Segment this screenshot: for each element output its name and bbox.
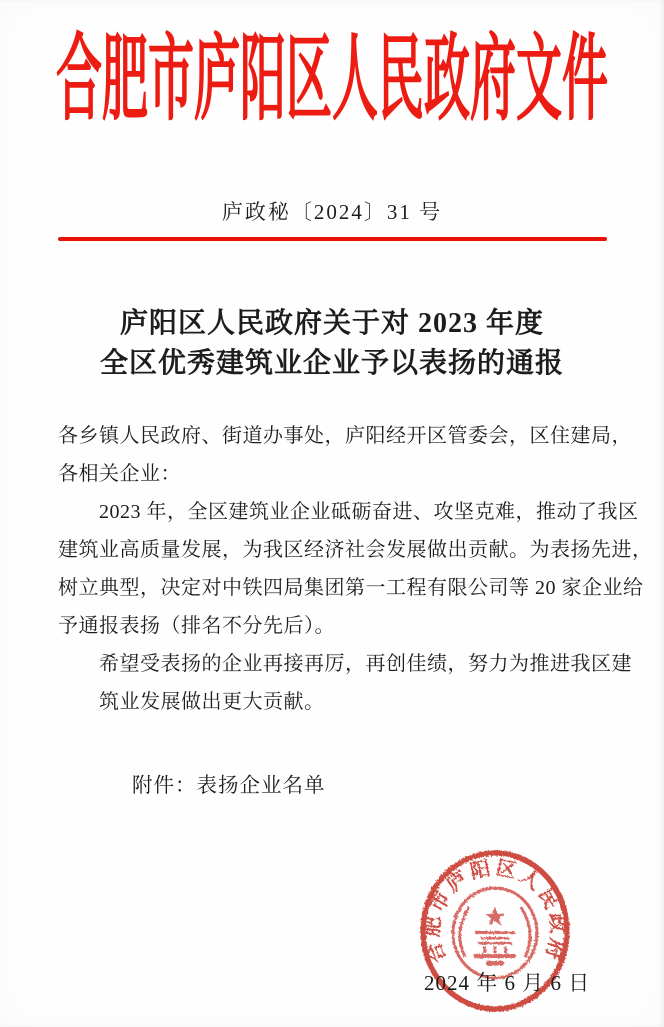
doc-number: 庐政秘〔2024〕31 号 [221,200,443,224]
body-line: 树立典型，决定对中铁四局集团第一工程有限公司等 20 家企业给 [58,577,644,599]
emblem-wreath-left [460,907,469,957]
emblem-gate-icon [474,931,516,966]
body-line: 2023 年，全区建筑业企业砥砺奋进、攻坚克难，推动了我区 [99,501,639,523]
document-title-line2: 全区优秀建筑业企业予以表扬的通报 [99,348,564,379]
document-title [0,304,664,384]
body-line: 各相关企业： [58,463,181,485]
official-seal-icon [395,831,595,1027]
body-line: 予通报表扬（排名不分先后）。 [58,615,335,637]
document-date: 2024 年 6 月 6 日 [424,971,591,995]
body-line: 筑业发展做出更大贡献。 [99,691,325,713]
body-line: 各乡镇人民政府、街道办事处，庐阳经开区管委会，区住建局， [58,425,632,447]
seal-arc-text: 合肥市庐阳区人民政府 [421,857,569,966]
national-emblem-icon [453,888,537,978]
emblem-wreath-right [521,907,530,957]
red-divider-line [58,237,607,241]
attachment-note: 附件：表扬企业名单 [132,775,326,797]
document-title-line1: 庐阳区人民政府关于对 2023 年度 [119,308,544,339]
emblem-star-icon [485,907,504,925]
body-line: 建筑业高质量发展，为我区经济社会发展做出贡献。为表扬先进， [58,539,653,561]
body-line: 希望受表扬的企业再接再厉，再创佳绩，努力为推进我区建 [99,653,632,675]
document-body [58,417,653,721]
red-header-title: 合肥市庐阳区人民政府文件 [56,26,608,132]
